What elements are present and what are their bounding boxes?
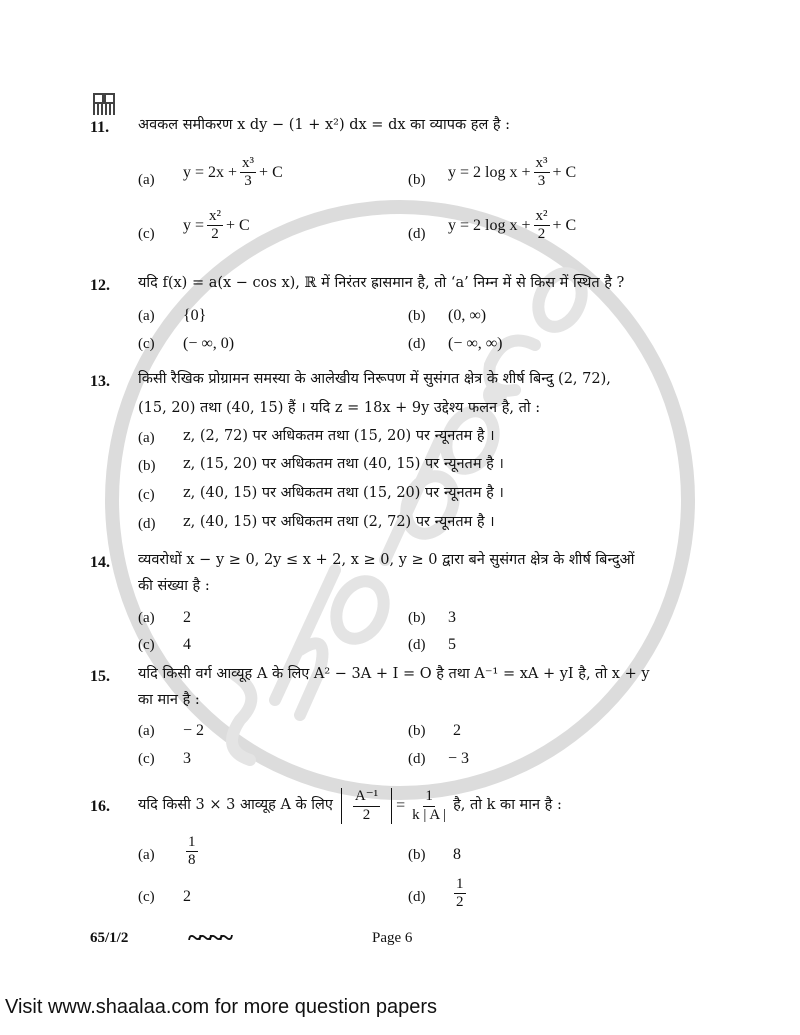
option-value: {0}	[183, 307, 207, 324]
option-value: 2	[183, 888, 191, 905]
question-number: 15.	[90, 668, 110, 685]
question-text: किसी रैखिक प्रोग्रामन समस्या के आलेखीय निरूपण में सुसंगत क्षेत्र के शीर्ष बिन्दु (2, 72),	[138, 371, 611, 387]
option-label: (c)	[138, 336, 155, 352]
option-label: (c)	[138, 226, 155, 242]
option-value: − 3	[448, 750, 470, 767]
option-label: (c)	[138, 751, 155, 767]
option-label: (a)	[138, 308, 155, 324]
question-number: 12.	[90, 277, 110, 294]
numerator: x²	[207, 208, 223, 226]
question-text: यदि किसी वर्ग आव्यूह A के लिए A² − 3A + I = O है तथा A⁻¹ = xA + yI है, तो x + y	[138, 666, 650, 682]
option-label: (a)	[138, 610, 155, 626]
option-text: + C	[226, 217, 250, 235]
option-a	[183, 834, 201, 870]
numerator: x³	[534, 155, 550, 173]
option-a	[183, 155, 283, 191]
question-text-part: यदि किसी 3 × 3 आव्यूह A के लिए	[138, 797, 333, 814]
fraction	[534, 208, 550, 244]
denominator: 3	[537, 173, 546, 190]
option-label: (a)	[138, 723, 155, 739]
denominator: k | A |	[412, 806, 447, 823]
denominator: 8	[188, 852, 196, 869]
question-number: 16.	[90, 798, 110, 815]
option-value: z, (2, 72) पर अधिकतम तथा (15, 20) पर न्यूनतम है ।	[183, 428, 495, 444]
question-text: की संख्या है :	[138, 578, 210, 594]
option-label: (a)	[138, 172, 155, 188]
option-label: (d)	[408, 226, 426, 242]
option-text: + C	[259, 164, 283, 182]
option-b	[448, 155, 576, 191]
option-label: (b)	[408, 172, 426, 188]
denominator: 2	[456, 894, 464, 911]
option-text: y = 2 log x +	[448, 217, 531, 235]
paper-code: 65/1/2	[90, 930, 129, 946]
equals-sign: =	[396, 797, 406, 815]
tilde-decoration: ~~~~	[188, 923, 231, 952]
option-text: y = 2 log x +	[448, 164, 531, 182]
question-number: 14.	[90, 554, 110, 571]
question-text: व्यवरोधों x − y ≥ 0, 2y ≤ x + 2, x ≥ 0, y ≥ 0 द्वारा बने सुसंगत क्षेत्र के शीर्ष बिन्दुओं	[138, 552, 635, 568]
option-d	[448, 208, 576, 244]
option-value: 5	[448, 636, 456, 653]
question-text-part: है, तो k का मान है :	[453, 797, 562, 814]
option-value: 3	[183, 750, 191, 767]
option-text: + C	[552, 217, 577, 235]
determinant-bars	[341, 788, 392, 824]
option-label: (d)	[408, 889, 426, 905]
option-value: (− ∞, 0)	[183, 335, 235, 352]
option-value: z, (15, 20) पर अधिकतम तथा (40, 15) पर न्यूनतम है ।	[183, 456, 504, 472]
page-number: Page 6	[372, 930, 413, 946]
option-value: 2	[453, 722, 461, 739]
option-label: (d)	[408, 637, 426, 653]
question-text: (15, 20) तथा (40, 15) हैं । यदि z = 18x + 9y उद्देश्य फलन है, तो :	[138, 400, 541, 416]
denominator: 3	[244, 173, 252, 190]
option-label: (d)	[408, 336, 426, 352]
option-value: 4	[183, 636, 191, 653]
numerator: 1	[423, 788, 435, 806]
option-c	[183, 208, 250, 244]
option-label: (b)	[138, 458, 156, 474]
option-value: (− ∞, ∞)	[448, 335, 503, 352]
option-text: y =	[183, 217, 205, 235]
option-value: − 2	[183, 722, 205, 739]
fraction	[353, 788, 380, 824]
numerator: x³	[240, 155, 256, 173]
option-label: (b)	[408, 610, 426, 626]
question-text	[138, 780, 562, 832]
fraction	[207, 208, 223, 244]
fraction	[412, 788, 446, 824]
question-number: 11.	[90, 119, 110, 136]
option-label: (b)	[408, 308, 426, 324]
numerator: A⁻¹	[353, 788, 380, 806]
option-value: z, (40, 15) पर अधिकतम तथा (15, 20) पर न्यूनतम है ।	[183, 485, 504, 501]
option-label: (b)	[408, 847, 426, 863]
denominator: 2	[211, 226, 219, 243]
fraction	[240, 155, 256, 191]
fraction	[534, 155, 550, 191]
option-label: (d)	[408, 751, 426, 767]
option-d	[451, 876, 469, 912]
option-value: 3	[448, 609, 456, 626]
denominator: 2	[362, 806, 371, 823]
numerator: x²	[534, 208, 550, 226]
option-label: (b)	[408, 723, 426, 739]
numerator: 1	[186, 834, 198, 852]
option-label: (c)	[138, 889, 155, 905]
question-text: अवकल समीकरण x dy − (1 + x²) dx = dx का व्यापक हल है :	[138, 117, 511, 133]
visit-link[interactable]: Visit www.shaalaa.com for more question papers	[5, 996, 438, 1018]
option-text: y = 2x +	[183, 164, 238, 182]
qr-code-icon	[93, 93, 115, 115]
denominator: 2	[537, 226, 546, 243]
question-text: यदि f(x) = a(x − cos x), ℝ में निरंतर ह्रासमान है, तो ‘a’ निम्न में से किस में स्थित है ?	[138, 275, 625, 291]
option-value: 2	[183, 609, 191, 626]
option-label: (a)	[138, 847, 155, 863]
option-value: z, (40, 15) पर अधिकतम तथा (2, 72) पर न्यूनतम है ।	[183, 514, 495, 530]
question-number: 13.	[90, 373, 110, 390]
numerator: 1	[454, 876, 466, 894]
question-text: का मान है :	[138, 692, 200, 708]
option-value: (0, ∞)	[448, 307, 487, 324]
fraction	[186, 834, 198, 870]
fraction	[454, 876, 466, 912]
option-label: (c)	[138, 487, 155, 503]
option-label: (a)	[138, 430, 155, 446]
option-value: 8	[453, 846, 461, 863]
option-text: + C	[552, 164, 577, 182]
option-label: (c)	[138, 637, 155, 653]
option-label: (d)	[138, 516, 156, 532]
